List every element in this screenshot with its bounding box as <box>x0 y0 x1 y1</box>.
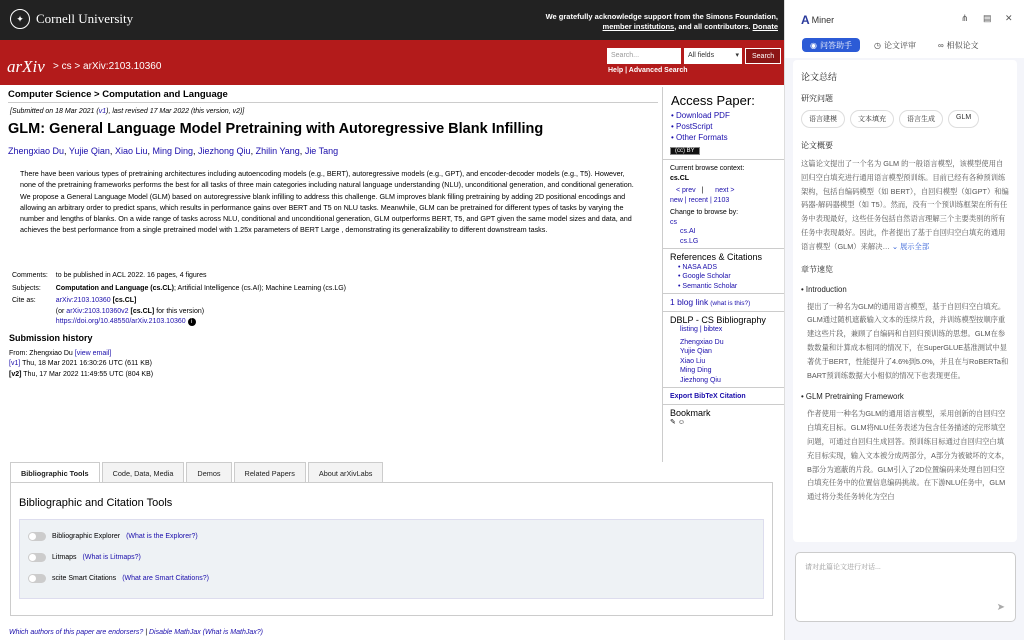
overview-body: 这篇论文提出了一个名为 GLM 的一般语言模型，该模型使用自回归空白填充进行通用语言模型预训练。目前已经有各种预训练架构，包括自编码模型（如 BERT），自回归模型（如GPT）和编码器-解码器模型（如 T5）。然而，没有一个预训练框架在所有任务中表现最好，这些任务包括自然语言理解三个主要类别的所有任务中表现最好。因此，作者提出了基于自回归空白填充的通用语言模型（GLM）来解决… <box>801 159 1009 251</box>
access-paper-title: Access Paper: <box>671 93 755 108</box>
reddit-icon[interactable]: ☺ <box>677 419 685 426</box>
cite-value <box>56 296 352 328</box>
chat-icon: ◉ <box>810 40 817 50</box>
tool-help-link[interactable]: (What are Smart Citations?) <box>122 575 209 582</box>
arxiv-logo[interactable]: arXiv <box>7 57 45 76</box>
browse-context <box>663 159 784 248</box>
doi-link[interactable]: https://doi.org/10.48550/arXiv.2103.10360 <box>55 318 186 326</box>
advanced-search-link[interactable]: Advanced Search <box>628 67 688 74</box>
blog-what-link[interactable]: (what is this?) <box>710 300 751 307</box>
show-all-link[interactable] <box>892 242 929 251</box>
author-link[interactable]: Yujie Qian <box>68 146 110 156</box>
postscript-link[interactable]: PostScript <box>676 122 713 131</box>
author-link[interactable]: Ming Ding <box>152 146 194 156</box>
cite-or: (or <box>55 307 67 315</box>
tab-similar-papers[interactable] <box>930 38 987 52</box>
share-icon[interactable]: ⋔ <box>961 13 969 23</box>
aminer-logo <box>801 13 834 27</box>
tab-label: 问答助手 <box>819 40 852 50</box>
panel-header <box>785 0 1024 38</box>
chat-input-placeholder: 请对此篇论文进行对话... <box>805 564 881 571</box>
ref-item <box>678 263 784 273</box>
chapter-text: 作者使用一种名为GLM的通用语言模型，采用创新的自回归空白填充目标。GLM将NLU任务表述为包含任务描述的完形填空问题，可通过自回归生成回答。预训练目标通过自回归空白填充目标实现，输入文本被分成两部分，A部分为被破坏的文本，B部分为遮蔽的片段。GLM引入了2D位置编码来处理自回归空白填充任务中的位置信息编码挑战。在下游NLU任务中，GLM通过将分类任务转化为空白 <box>807 409 1009 502</box>
cite-v2-tag: [cs.CL] <box>130 307 155 315</box>
keyword-chip[interactable]: 文本填充 <box>850 110 894 128</box>
paper-title: GLM: General Language Model Pretraining with Autoregressive Blank Infilling <box>8 121 544 137</box>
author-link[interactable]: Jiezhong Qiu <box>198 146 251 156</box>
v1-link[interactable]: v1 <box>98 108 107 115</box>
other-subjects: ; Artificial Intelligence (cs.AI); Machine Learning (cs.LG) <box>174 284 346 292</box>
labs-tabs <box>10 462 773 618</box>
author-link[interactable]: Zhengxiao Du <box>8 146 65 156</box>
breadcrumb[interactable]: > cs > arXiv:2103.10360 <box>53 61 162 72</box>
bibsonomy-icon[interactable]: ✎ <box>670 419 676 426</box>
tab-paper-review[interactable] <box>866 38 924 52</box>
semantic-scholar-link[interactable]: Semantic Scholar <box>682 282 738 290</box>
download-pdf-link[interactable]: Download PDF <box>676 111 730 120</box>
dblp-author-link[interactable]: Jiezhong Qiu <box>680 376 721 384</box>
tab-bibliographic-tools[interactable]: Bibliographic Tools <box>10 462 100 482</box>
dblp-section <box>663 311 784 388</box>
translate-icon[interactable]: ▤ <box>983 13 992 23</box>
chapters-title: 章节速览 <box>801 264 833 274</box>
abstract: There have been various types of pretraining architectures including autoencoding models (e.g., BERT), autoregressive models (e.g., GPT), and encoder-decoder models (e.g., T5). However, none of the pretraining frameworks performs the best for all tasks of three main categories including natural language understanding (NLU), unconditional generation, and conditional generation. We propose a General Language Model (GLM) based on autoregressive blank infilling to address this challenge. GLM improves blank filling pretraining by adding 2D positional encodings and allowing an arbitrary order to predict spans, which results in performance gains over BERT and T5 on NLU tasks. Meanwhile, GLM can be pretrained for different types of tasks by varying the number and lengths of blanks. On a wide range of tasks across NLU, conditional and unconditional generation, GLM outperforms BERT, T5, and GPT given the same model sizes and data, and achieves the best performance from a single pretrained model with 1.25x parameters of BERT Large , demonstrating its generalizability to different downstream tasks. <box>20 169 634 235</box>
references-links <box>678 263 784 292</box>
help-separator: | <box>625 67 628 74</box>
footer-links <box>9 629 263 636</box>
access-links <box>671 110 784 143</box>
browse-by-cs-lg[interactable]: cs.LG <box>680 237 699 245</box>
blog-section <box>663 293 784 311</box>
arxiv-header <box>0 40 784 85</box>
tool-name: Litmaps <box>52 554 77 561</box>
aminer-panel <box>784 0 1024 640</box>
tool-row <box>28 526 755 547</box>
tools-box <box>19 519 764 599</box>
access-sidebar <box>662 87 784 462</box>
disable-mathjax-link[interactable]: Disable MathJax <box>148 629 201 636</box>
browse-value: cs.CL <box>670 174 690 182</box>
tab-label: 论文评审 <box>883 40 916 50</box>
comments-value: to be published in ACL 2022. 16 pages, 4 figures <box>55 272 207 279</box>
change-browse-label: Change to browse by: <box>670 209 739 216</box>
send-icon[interactable]: ➤ <box>996 602 1005 613</box>
tab-label: 相似论文 <box>946 40 979 50</box>
subject-breadcrumb: Computer Science > Computation and Language <box>8 89 658 103</box>
support-line2: , and all contributors. <box>674 22 751 31</box>
help-link[interactable]: Help <box>608 67 624 74</box>
footer-separator: | <box>143 629 149 636</box>
subjects-label: Subjects: <box>12 284 41 292</box>
ref-item <box>678 282 784 292</box>
cornell-seal-icon: ✦ <box>10 9 30 29</box>
references-title: References & Citations <box>670 252 763 262</box>
show-all-label: 展示全部 <box>899 241 930 251</box>
dblp-listing-links[interactable]: listing | bibtex <box>680 326 723 333</box>
toggle-bibliographic-explorer[interactable] <box>28 532 46 541</box>
access-item <box>671 132 784 143</box>
dblp-title: DBLP - CS Bibliography <box>670 314 766 325</box>
tab-panel <box>10 482 773 616</box>
nasa-ads-link[interactable]: NASA ADS <box>682 263 718 271</box>
cite-v2-suffix: for this version) <box>154 307 205 315</box>
other-formats-link[interactable]: Other Formats <box>676 133 728 142</box>
aminer-logo-icon: A <box>801 13 810 27</box>
submission-history-title: Submission history <box>9 333 93 343</box>
cite-v2-link[interactable]: arXiv:2103.10360v2 <box>66 307 129 315</box>
keyword-chips <box>801 110 1009 128</box>
cite-tag: [cs.CL] <box>112 297 137 305</box>
references-section <box>663 248 784 293</box>
university-name: Cornell University <box>36 11 134 26</box>
google-scholar-link[interactable]: Google Scholar <box>682 273 731 280</box>
tab-code-data-media[interactable]: Code, Data, Media <box>102 462 185 482</box>
comments-label: Comments: <box>12 272 48 279</box>
keyword-chip[interactable]: 语言生成 <box>899 110 943 128</box>
chat-input[interactable] <box>795 552 1016 622</box>
dblp-author-link[interactable]: Ming Ding <box>680 367 712 374</box>
keyword-chip[interactable]: 语言建模 <box>801 110 845 128</box>
tool-row <box>28 568 755 589</box>
new-recent-links[interactable]: new | recent | 2103 <box>670 196 730 204</box>
author-link[interactable]: Xiao Liu <box>114 146 148 156</box>
chapter-title[interactable]: • GLM Pretraining Framework <box>801 392 1009 401</box>
tool-help-link[interactable]: (What is Litmaps?) <box>82 554 141 561</box>
cite-label: Cite as: <box>12 297 36 305</box>
bookmark-section <box>663 404 784 430</box>
tab-demos[interactable]: Demos <box>186 462 231 482</box>
overview-text <box>801 157 1009 254</box>
review-icon: ◷ <box>873 40 881 50</box>
author-list: Zhengxiao Du, Yujie Qian, Xiao Liu, Ming Ding, Jiezhong Qiu, Zhilin Yang, Jie Tang <box>8 146 339 156</box>
what-mathjax-link[interactable]: (What is MathJax?) <box>202 629 263 636</box>
info-icon[interactable]: i <box>188 318 196 326</box>
v1-history-link[interactable]: [v1] <box>9 360 21 368</box>
export-section <box>663 387 784 404</box>
ref-item <box>678 272 784 282</box>
blog-link[interactable]: 1 blog link <box>670 297 709 307</box>
search-form <box>607 48 781 64</box>
support-note <box>546 12 778 32</box>
submitted-suffix: ), last revised 17 Mar 2022 (this version, v2)] <box>106 108 245 115</box>
submission-history <box>9 349 153 380</box>
metadata-table <box>10 269 354 330</box>
help-links <box>608 67 688 74</box>
question-title: 研究问题 <box>801 94 833 103</box>
tab-related-papers[interactable]: Related Papers <box>234 462 306 482</box>
browse-label: Current browse context: <box>670 165 745 172</box>
v1-date: Thu, 18 Mar 2021 16:30:26 UTC (611 KB) <box>20 360 152 368</box>
author-link[interactable]: Zhilin Yang <box>255 146 300 156</box>
support-line1: We gratefully acknowledge support from the Simons Foundation, <box>545 12 778 21</box>
tool-row <box>28 547 755 568</box>
member-institutions-link[interactable]: member institutions <box>602 22 675 31</box>
summary-title: 论文总结 <box>801 72 838 82</box>
tab-about-arxivlabs[interactable]: About arXivLabs <box>308 462 384 482</box>
cornell-logo[interactable] <box>10 9 133 29</box>
tab-row <box>10 462 773 482</box>
v2-date: Thu, 17 Mar 2022 11:49:55 UTC (804 KB) <box>21 370 154 378</box>
v2-history-label: [v2] <box>9 370 22 378</box>
toggle-scite[interactable] <box>28 574 46 583</box>
bookmark-title: Bookmark <box>670 407 711 418</box>
panel-tabs <box>785 38 1024 58</box>
prev-next-separator: | <box>701 187 704 194</box>
subjects-value <box>56 284 352 295</box>
panel-body <box>793 60 1017 542</box>
author-link[interactable]: Jie Tang <box>304 146 339 156</box>
link-icon: ∞ <box>937 40 944 50</box>
browse-by-cs-ai[interactable]: cs.AI <box>680 228 696 235</box>
tab-qa-assistant[interactable] <box>802 38 860 52</box>
submission-date <box>10 108 244 115</box>
chapter-title[interactable]: • Introduction <box>801 285 1009 294</box>
dblp-author-link[interactable]: Zhengxiao Du <box>680 338 724 346</box>
license-badge[interactable]: (cc) BY <box>670 147 700 155</box>
tool-help-link[interactable]: (What is the Explorer?) <box>126 533 198 540</box>
close-icon[interactable]: ✕ <box>1005 13 1013 23</box>
brand-name: Miner <box>811 15 835 25</box>
from-label: From: Zhengxiao Du <box>9 350 75 357</box>
chapter-text: 提出了一种名为GLM的通用语言模型，基于自回归空白填充。GLM通过随机遮蔽输入文本的连续片段，并训练模型按顺序重建这些片段，兼顾了自编码和自回归预训练的思想。GLM在参数数量和计算成本相同的情况下，在SuperGLUE基准测试中显著优于BERT，性能提升了4.6%到5.0%，并且在与RoBERTa和BART预训练数据大小相似的情况下也表现更佳。 <box>807 301 1009 380</box>
browse-by-cs[interactable]: cs <box>670 218 677 226</box>
chevron-down-icon: ⌄ <box>891 241 898 251</box>
tool-name: Bibliographic Explorer <box>52 533 121 540</box>
search-field-select[interactable]: All fields ▾ <box>684 48 742 64</box>
dblp-author-link[interactable]: Yujie Qian <box>680 348 712 355</box>
cite-link[interactable]: arXiv:2103.10360 <box>55 297 111 305</box>
primary-subject: Computation and Language (cs.CL) <box>55 284 175 292</box>
next-link[interactable]: next > <box>715 187 735 194</box>
search-button[interactable]: Search <box>745 48 781 64</box>
endorsers-link[interactable]: Which authors of this paper are endorsers? <box>9 629 144 636</box>
export-bibtex-link[interactable]: Export BibTeX Citation <box>670 393 746 400</box>
access-item <box>671 110 784 121</box>
toggle-litmaps[interactable] <box>28 553 46 562</box>
search-input[interactable]: Search... <box>607 48 681 64</box>
tool-name: scite Smart Citations <box>52 575 117 582</box>
donate-link[interactable]: Donate <box>752 22 778 31</box>
prev-link[interactable]: < prev <box>676 187 696 194</box>
top-bar <box>0 0 784 40</box>
keyword-chip[interactable]: GLM <box>948 110 979 128</box>
dblp-author-link[interactable]: Xiao Liu <box>680 357 706 365</box>
submitted-prefix: [Submitted on 18 Mar 2021 ( <box>10 108 99 115</box>
access-item <box>671 121 784 132</box>
view-email-link[interactable]: [view email] <box>74 350 112 357</box>
tools-title: Bibliographic and Citation Tools <box>19 497 173 509</box>
overview-title: 论文概要 <box>801 141 833 150</box>
